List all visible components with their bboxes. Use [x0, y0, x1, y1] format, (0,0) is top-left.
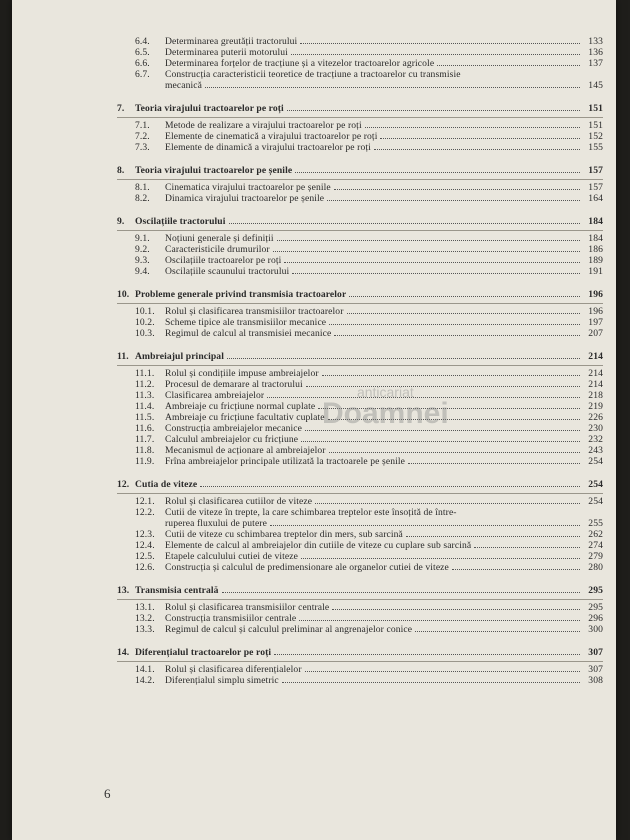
dot-leader — [227, 358, 580, 359]
entry-number: 13.3. — [135, 624, 155, 635]
entry-page: 254 — [588, 456, 603, 467]
chapter-divider — [117, 303, 603, 304]
chapter-divider — [117, 230, 603, 231]
dot-leader — [222, 592, 580, 593]
entry-number: 10.1. — [135, 306, 155, 317]
entry-title: Ambreiaje cu fricțiune normal cuplate — [165, 401, 316, 412]
entry-number: 9.4. — [135, 266, 150, 277]
entry-page: 196 — [588, 289, 603, 300]
entry-number: 9.3. — [135, 255, 150, 266]
watermark-line1: anticariat — [356, 384, 414, 400]
entry-title-continued: ruperea fluxului de putere — [165, 518, 267, 529]
toc-entry — [117, 36, 603, 47]
entry-page: 184 — [588, 216, 603, 227]
entry-page: 133 — [588, 36, 603, 47]
toc-entry — [117, 317, 603, 328]
entry-title: Rolul și condițiile impuse ambreiajelor — [165, 368, 319, 379]
entry-number: 6.5. — [135, 47, 150, 58]
entry-page: 230 — [588, 423, 603, 434]
dot-leader — [408, 463, 580, 464]
dot-leader — [365, 127, 580, 128]
entry-page: 155 — [588, 142, 603, 153]
toc-entry — [117, 266, 603, 277]
toc-entry — [117, 306, 603, 317]
entry-number: 11.2. — [135, 379, 155, 390]
entry-number: 11.4. — [135, 401, 155, 412]
entry-number: 10. — [117, 289, 130, 300]
toc-chapter — [117, 216, 603, 227]
entry-number: 11.3. — [135, 390, 155, 401]
entry-title: Oscilațiile tractoarelor pe roți — [165, 255, 282, 266]
dot-leader — [349, 296, 580, 297]
toc-entry — [117, 613, 603, 624]
toc-entry — [117, 368, 603, 379]
entry-page: 214 — [588, 351, 603, 362]
dot-leader — [374, 149, 580, 150]
entry-page: 136 — [588, 47, 603, 58]
chapter-divider — [117, 493, 603, 494]
entry-title: Etapele calculului cutiei de viteze — [165, 551, 298, 562]
entry-title: Determinarea forțelor de tracțiune și a vitezelor tractoarelor agricole — [165, 58, 435, 69]
toc-entry — [117, 445, 603, 456]
entry-number: 11.9. — [135, 456, 155, 467]
entry-page: 196 — [588, 306, 603, 317]
entry-title: Ambreiajul principal — [135, 351, 224, 362]
dot-leader — [452, 569, 580, 570]
entry-number: 12. — [117, 479, 130, 490]
entry-title: Dinamica virajului tractoarelor pe șenile — [165, 193, 325, 204]
entry-number: 11.1. — [135, 368, 155, 379]
entry-number: 11.7. — [135, 434, 155, 445]
entry-number: 9. — [117, 216, 125, 227]
dot-leader — [299, 620, 580, 621]
entry-title: Clasificarea ambreiajelor — [165, 390, 265, 401]
toc-entry — [117, 507, 603, 518]
chapter-divider — [117, 117, 603, 118]
entry-title: Probleme generale privind transmisia tractoarelor — [135, 289, 347, 300]
toc-entry — [117, 120, 603, 131]
toc-chapter — [117, 479, 603, 490]
entry-number: 12.3. — [135, 529, 155, 540]
entry-title: Rolul și clasificarea diferențialelor — [165, 664, 302, 675]
toc-chapter — [117, 351, 603, 362]
entry-page: 157 — [588, 182, 603, 193]
dot-leader — [274, 654, 580, 655]
entry-number: 14.2. — [135, 675, 155, 686]
dot-leader — [292, 273, 580, 274]
dot-leader — [437, 65, 580, 66]
toc-entry — [117, 47, 603, 58]
entry-number: 7.3. — [135, 142, 150, 153]
dot-leader — [334, 335, 580, 336]
toc-entry — [117, 496, 603, 507]
entry-page: 300 — [588, 624, 603, 635]
entry-page: 151 — [588, 103, 603, 114]
entry-number: 7. — [117, 103, 125, 114]
dot-leader — [287, 110, 580, 111]
entry-title: Cutia de viteze — [135, 479, 198, 490]
entry-page: 307 — [588, 664, 603, 675]
entry-page: 296 — [588, 613, 603, 624]
entry-page: 164 — [588, 193, 603, 204]
entry-page: 191 — [588, 266, 603, 277]
entry-number: 13.2. — [135, 613, 155, 624]
entry-page: 137 — [588, 58, 603, 69]
toc-entry-continuation — [117, 80, 603, 91]
entry-page: 152 — [588, 131, 603, 142]
dot-leader — [415, 631, 580, 632]
dot-leader — [273, 251, 580, 252]
entry-page: 226 — [588, 412, 603, 423]
dot-leader — [270, 525, 580, 526]
entry-number: 9.1. — [135, 233, 150, 244]
entry-page: 232 — [588, 434, 603, 445]
entry-page: 197 — [588, 317, 603, 328]
entry-page: 214 — [588, 379, 603, 390]
dot-leader — [301, 441, 580, 442]
dot-leader — [332, 609, 580, 610]
entry-title: Mecanismul de acționare al ambreiajelor — [165, 445, 326, 456]
chapter-divider — [117, 661, 603, 662]
watermark — [322, 385, 449, 429]
entry-number: 12.5. — [135, 551, 155, 562]
entry-title: Noțiuni generale și definiții — [165, 233, 274, 244]
entry-page: 254 — [588, 496, 603, 507]
entry-number: 11.5. — [135, 412, 155, 423]
entry-title: Elemente de cinematică a virajului tractoarelor pe roți — [165, 131, 378, 142]
entry-page: 254 — [588, 479, 603, 490]
entry-title: Procesul de demarare al tractorului — [165, 379, 303, 390]
entry-number: 6.6. — [135, 58, 150, 69]
entry-page: 307 — [588, 647, 603, 658]
entry-title: Caracteristicile drumurilor — [165, 244, 270, 255]
dot-leader — [200, 486, 580, 487]
entry-title-continued: mecanică — [165, 80, 203, 91]
entry-page: 219 — [588, 401, 603, 412]
dot-leader — [301, 558, 580, 559]
dot-leader — [282, 682, 580, 683]
entry-page: 274 — [588, 540, 603, 551]
toc-entry — [117, 664, 603, 675]
toc-entry — [117, 675, 603, 686]
entry-title: Regimul de calcul al transmisiei mecanice — [165, 328, 332, 339]
entry-title: Calculul ambreiajelor cu fricțiune — [165, 434, 299, 445]
chapter-divider — [117, 179, 603, 180]
toc-entry — [117, 255, 603, 266]
entry-page: 157 — [588, 165, 603, 176]
toc-entry — [117, 244, 603, 255]
toc-entry — [117, 529, 603, 540]
toc-entry — [117, 434, 603, 445]
entry-page: 186 — [588, 244, 603, 255]
toc-chapter — [117, 585, 603, 596]
dot-leader — [291, 54, 580, 55]
entry-page: 308 — [588, 675, 603, 686]
entry-page: 151 — [588, 120, 603, 131]
toc-entry — [117, 193, 603, 204]
dot-leader — [347, 313, 581, 314]
entry-number: 9.2. — [135, 244, 150, 255]
entry-page: 145 — [588, 80, 603, 91]
entry-title: Construcția și calculul de predimensionare ale organelor cutiei de viteze — [165, 562, 449, 573]
dot-leader — [295, 172, 580, 173]
entry-number: 12.2. — [135, 507, 155, 518]
entry-number: 7.1. — [135, 120, 150, 131]
entry-title: Cutii de viteze în trepte, la care schimbarea treptelor este însoțită de între- — [165, 507, 457, 518]
book-page — [12, 0, 616, 840]
entry-page: 207 — [588, 328, 603, 339]
entry-title: Cutii de viteze cu schimbarea treptelor din mers, sub sarcină — [165, 529, 403, 540]
toc-entry — [117, 551, 603, 562]
entry-number: 11. — [117, 351, 129, 362]
entry-title: Elemente de calcul al ambreiajelor din cutiile de viteze cu cuplare sub sarcină — [165, 540, 472, 551]
toc-entry-continuation — [117, 518, 603, 529]
dot-leader — [474, 547, 580, 548]
page-number: 6 — [104, 786, 111, 801]
entry-title: Ambreiaje cu fricțiune facultativ cuplate — [165, 412, 325, 423]
dot-leader — [327, 200, 580, 201]
entry-title: Metode de realizare a virajului tractoarelor pe roți — [165, 120, 362, 131]
dot-leader — [305, 430, 580, 431]
entry-title: Teoria virajului tractoarelor pe roți — [135, 103, 284, 114]
entry-number: 14.1. — [135, 664, 155, 675]
entry-page: 243 — [588, 445, 603, 456]
entry-title: Diferențialul tractoarelor pe roți — [135, 647, 272, 658]
toc-entry — [117, 602, 603, 613]
entry-number: 12.6. — [135, 562, 155, 573]
entry-page: 189 — [588, 255, 603, 266]
dot-leader — [300, 43, 580, 44]
table-of-contents — [117, 36, 603, 686]
dot-leader — [305, 671, 580, 672]
entry-page: 295 — [588, 585, 603, 596]
entry-page: 262 — [588, 529, 603, 540]
toc-entry — [117, 131, 603, 142]
dot-leader — [322, 375, 580, 376]
entry-number: 7.2. — [135, 131, 150, 142]
toc-entry — [117, 456, 603, 467]
entry-number: 6.4. — [135, 36, 150, 47]
entry-title: Construcția caracteristicii teoretice de tracțiune a tractoarelor cu transmisie — [165, 69, 461, 80]
entry-title: Elemente de dinamică a virajului tractoarelor pe roți — [165, 142, 371, 153]
entry-title: Construcția ambreiajelor mecanice — [165, 423, 303, 434]
toc-chapter — [117, 289, 603, 300]
entry-title: Determinarea puterii motorului — [165, 47, 288, 58]
entry-page: 255 — [588, 518, 603, 529]
toc-entry — [117, 540, 603, 551]
entry-page: 295 — [588, 602, 603, 613]
toc-entry — [117, 328, 603, 339]
entry-title: Teoria virajului tractoarelor pe șenile — [135, 165, 293, 176]
toc-entry — [117, 233, 603, 244]
entry-page: 218 — [588, 390, 603, 401]
watermark-line2: Doamnei — [322, 397, 449, 430]
chapter-divider — [117, 599, 603, 600]
entry-number: 14. — [117, 647, 130, 658]
entry-page: 279 — [588, 551, 603, 562]
entry-page: 184 — [588, 233, 603, 244]
entry-title: Regimul de calcul și calculul preliminar al angrenajelor conice — [165, 624, 413, 635]
entry-number: 8.2. — [135, 193, 150, 204]
chapter-divider — [117, 365, 603, 366]
entry-title: Rolul și clasificarea transmisiilor centrale — [165, 602, 330, 613]
entry-title: Frîna ambreiajelor principale utilizată la tractoarele pe șenile — [165, 456, 405, 467]
entry-number: 11.6. — [135, 423, 155, 434]
entry-number: 6.7. — [135, 69, 150, 80]
toc-chapter — [117, 165, 603, 176]
entry-number: 11.8. — [135, 445, 155, 456]
toc-chapter — [117, 103, 603, 114]
dot-leader — [284, 262, 580, 263]
entry-number: 8. — [117, 165, 125, 176]
dot-leader — [406, 536, 580, 537]
dot-leader — [229, 223, 581, 224]
dot-leader — [329, 452, 580, 453]
entry-title: Transmisia centrală — [135, 585, 219, 596]
entry-number: 13.1. — [135, 602, 155, 613]
entry-title: Oscilațiile tractorului — [135, 216, 226, 227]
entry-number: 12.1. — [135, 496, 155, 507]
toc-entry — [117, 182, 603, 193]
entry-page: 280 — [588, 562, 603, 573]
toc-entry — [117, 69, 603, 80]
dot-leader — [329, 324, 580, 325]
entry-title: Diferențialul simplu simetric — [165, 675, 279, 686]
toc-entry — [117, 58, 603, 69]
entry-title: Scheme tipice ale transmisiilor mecanice — [165, 317, 327, 328]
entry-title: Rolul și clasificarea cutiilor de viteze — [165, 496, 313, 507]
dot-leader — [334, 189, 580, 190]
entry-title: Rolul și clasificarea transmisiilor tractoarelor — [165, 306, 344, 317]
entry-number: 8.1. — [135, 182, 150, 193]
dot-leader — [277, 240, 580, 241]
entry-title: Construcția transmisiilor centrale — [165, 613, 297, 624]
entry-title: Cinematica virajului tractoarelor pe șenile — [165, 182, 331, 193]
toc-entry — [117, 562, 603, 573]
toc-entry — [117, 142, 603, 153]
entry-title: Oscilațiile scaunului tractorului — [165, 266, 290, 277]
dot-leader — [315, 503, 580, 504]
entry-number: 10.3. — [135, 328, 155, 339]
dot-leader — [205, 87, 580, 88]
entry-number: 12.4. — [135, 540, 155, 551]
toc-entry — [117, 624, 603, 635]
entry-number: 13. — [117, 585, 130, 596]
entry-number: 10.2. — [135, 317, 155, 328]
dot-leader — [380, 138, 580, 139]
toc-chapter — [117, 647, 603, 658]
entry-page: 214 — [588, 368, 603, 379]
entry-title: Determinarea greutății tractorului — [165, 36, 298, 47]
